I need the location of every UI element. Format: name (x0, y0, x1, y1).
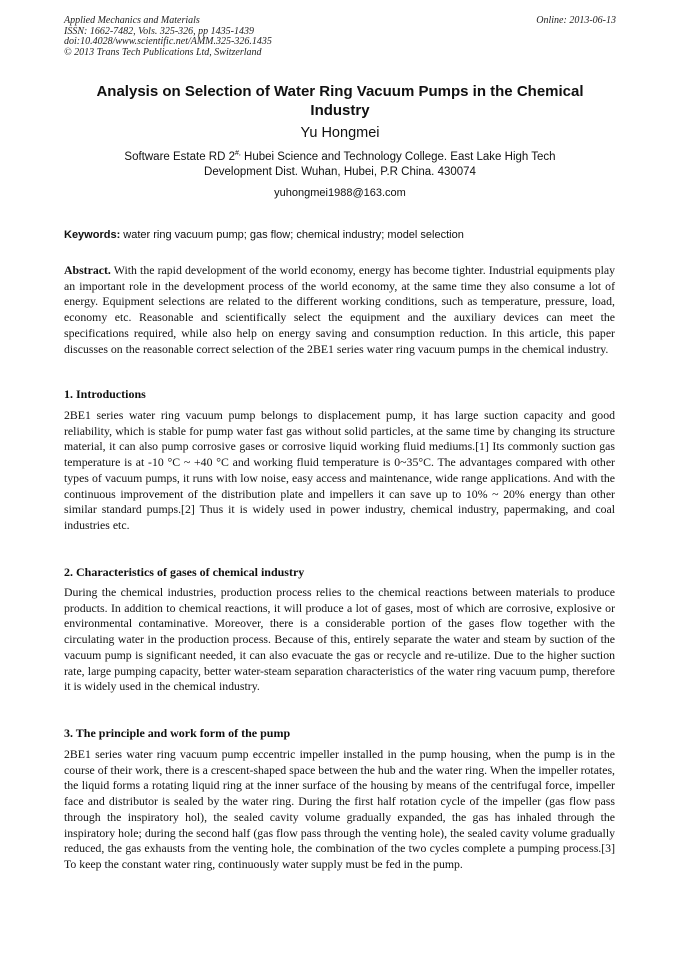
journal-header (64, 16, 616, 58)
affiliation-address: Software Estate RD 2 (124, 151, 235, 163)
keywords-text: water ring vacuum pump; gas flow; chemical industry; model selection (120, 229, 464, 241)
author-name: Yu Hongmei (300, 125, 380, 141)
section-body-introductions: 2BE1 series water ring vacuum pump belongs to displacement pump, it has large suction capacity and good reliability, which is stable for pump water fast gas without solid particles, at the same time by changing its structure material, it can also pump corrosive gases or corrosive liquid working fluid mediums.[1] Its commonly suction gas temperature is at -10 °C ~ +40 °C and working fluid temperature is 0~35°C. The advantages compared with other types of vacuum pumps, it runs with low noise, easy access and maintenance, wide range applications. And with the continuous improvement of the distribution plate and impellers it can save up to 10% ~ 20% energy than other similar standard pumps.[2] Thus it is widely used in power industry, chemical industry, papermaking, and coal industries etc. (64, 408, 615, 532)
abstract-label: Abstract. (64, 263, 111, 277)
journal-copyright: © 2013 Trans Tech Publications Ltd, Switzerland (64, 46, 262, 58)
section-body-pump-principle: 2BE1 series water ring vacuum pump eccentric impeller installed in the pump housing, when the pump is in the course of their work, there is a crescent-shaped space between the hub and the water ring. When the impeller rotates, the liquid forms a rotating liquid ring at the inner surface of the housing by means of the centrifugal force, impeller face and distributor is sealed by the water ring. During the first half rotation cycle of the impeller (gas flow pass through the inspiratory hol), the sealed cavity volume gradually expanded, the gas has inhaled through the inspiratory hole; during the second half (gas flow pass through the venting hole), the sealed cavity volume gradually reduced, the gas exhausts from the venting hole, the combination of the two cycles complete a pumping process.[3] To keep the constant water ring, continuously water supply must be fed in the pump. (64, 747, 615, 871)
section-body-gas-characteristics: During the chemical industries, production process relies to the chemical reactions between materials to produce products. In addition to chemical reactions, it will produce a lot of gases, most of which are corrosive, explosive or environmental contaminative. Moreover, there is a considerable portion of the gases flow together with the circulating water in the production process. Because of this, entirely separate the water and steam by suction of the vacuum pump is significant needed, it can also evacuate the gas or recycle and re-utilize. Due to the higher suction rate, large pumping capacity, better water-steam separation characteristics of the water ring vacuum pump, therefore it is widely used in the chemical industry. (64, 585, 615, 694)
author-email: yuhongmei1988@163.com (274, 187, 406, 199)
abstract-text: With the rapid development of the world economy, energy has become tighter. Industrial equipments play an important role in the development process of the world economy, at the same time they also consume a lot of energy. Equipment selections are related to the different working conditions, such as temperature, pressure, load, economy etc. Reasonable and scientifically select the equipment and the auxiliary devices can meet the specifications required, while also help on energy saving and consumption reduction. In this article, this paper discusses on the reasonable correct selection of the 2BE1 series water ring vacuum pumps in the chemical industry. (64, 263, 615, 356)
affiliation-institution: Hubei Science and Technology College. East Lake High Tech (240, 151, 556, 163)
affiliation-marker: #, (234, 150, 241, 158)
author-affiliation (64, 150, 616, 180)
paper-title-line-1: Analysis on Selection of Water Ring Vacuum Pumps in the Chemical (96, 83, 584, 100)
online-date: Online: 2013-06-13 (536, 15, 616, 26)
keywords-label: Keywords: (64, 229, 121, 241)
journal-doi: doi:10.4028/www.scientific.net/AMM.325-326.1435 (64, 36, 272, 47)
journal-issn: ISSN: 1662-7482, Vols. 325-326, pp 1435-1439 (64, 25, 254, 37)
paper-title (64, 82, 616, 120)
abstract (64, 263, 615, 357)
section-heading-introductions: 1. Introductions (64, 387, 146, 401)
section-heading-gas-characteristics: 2. Characteristics of gases of chemical industry (64, 565, 305, 579)
affiliation-line-2: Development Dist. Wuhan, Hubei, P.R China. 430074 (204, 166, 476, 178)
paper-title-line-2: Industry (310, 102, 370, 119)
affiliation-line-1 (64, 150, 616, 165)
section-heading-pump-principle: 3. The principle and work form of the pump (64, 726, 291, 740)
journal-name: Applied Mechanics and Materials (64, 15, 200, 26)
keywords (64, 228, 616, 242)
